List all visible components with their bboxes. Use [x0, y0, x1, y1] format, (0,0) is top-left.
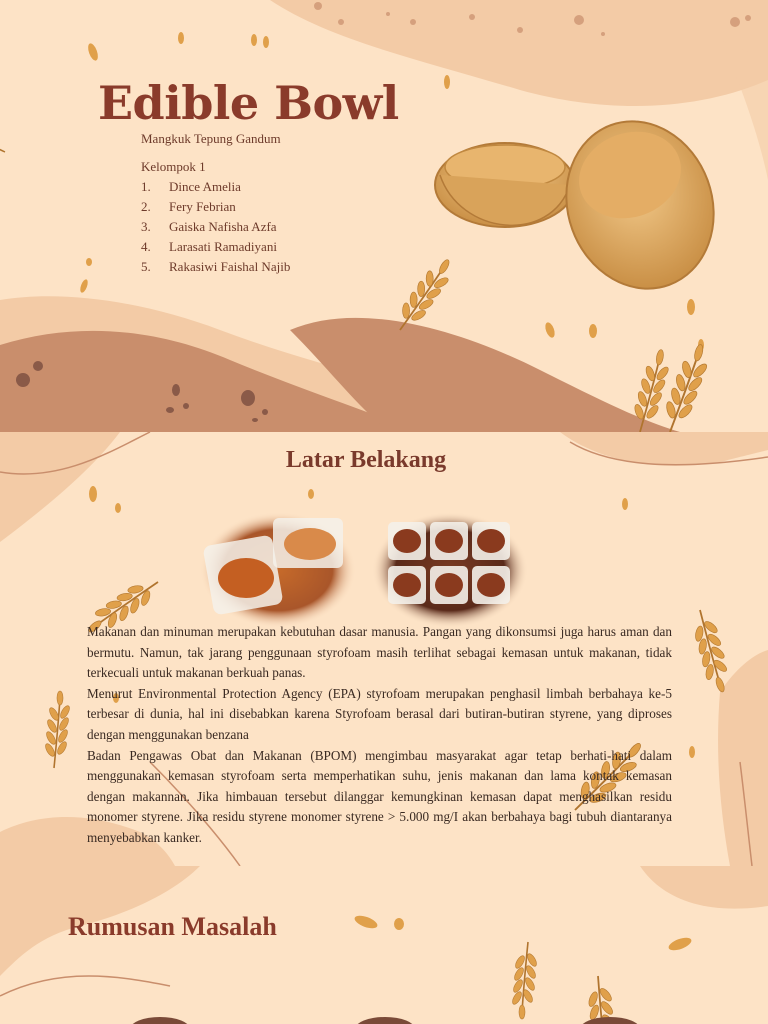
- list-item: 1. Dince Amelia: [141, 177, 290, 197]
- member-name: Gaiska Nafisha Azfa: [169, 219, 277, 234]
- slide-title: [0, 0, 768, 432]
- slide-subtitle: Mangkuk Tepung Gandum: [141, 131, 281, 146]
- background-decoration: [0, 866, 768, 1024]
- section-title-rumusan-masalah: Rumusan Masalah: [68, 912, 277, 941]
- team-list: [141, 157, 290, 277]
- member-name: Rakasiwi Faishal Najib: [169, 259, 291, 274]
- member-name: Fery Febrian: [169, 199, 236, 214]
- slide-title-heading: Edible Bowl: [98, 76, 399, 130]
- group-label: Kelompok 1: [141, 159, 206, 174]
- list-item: 2. Fery Febrian: [141, 197, 290, 217]
- edible-bowl-image: [430, 115, 720, 305]
- member-name: Larasati Ramadiyani: [169, 239, 277, 254]
- section-title-latar-belakang: Latar Belakang: [285, 447, 447, 473]
- paragraph: Badan Pengawas Obat dan Makanan (BPOM) mengimbau masyarakat agar tetap berhati-hati dalam menggunakan kemasan styrofoam serta memperhatikan suhu, jenis makanan dan lama kontak kemasan dengan makannan. Jika himbauan tersebut dilanggar kemungkinan kemasan dapat menghasilkan residu monomer styrene. Jika residu styrene monomer styrene > 5.000 mg/I akan berbahaya bagi tubuh diantaranya menyebabkan kanker.: [87, 747, 672, 845]
- paragraph: Menurut Environmental Protection Agency (EPA) styrofoam merupakan penghasil limbah berbahaya ke-5 terbesar di dunia, hal ini disebabkan karena Styrofoam berasal dari butiran-butiran styrene, yang diproses dengan menggunakan benzana: [87, 685, 672, 742]
- list-item: 5. Rakasiwi Faishal Najib: [141, 257, 290, 277]
- styrofoam-food-photo-left: [198, 510, 358, 630]
- list-item: 4. Larasati Ramadiyani: [141, 237, 290, 257]
- background-paragraphs: [87, 622, 672, 849]
- paragraph: Makanan dan minuman merupakan kebutuhan dasar manusia. Pangan yang dikonsumsi juga harus aman dan bermutu. Namun, tak jarang penggunaan styrofoam masih terlihat sebagai kemasan untuk makanan, tidak terkecuali untuk makanan berkuah panas.: [87, 624, 672, 681]
- slide-problem-statement: [0, 866, 768, 1024]
- member-name: Dince Amelia: [169, 179, 241, 194]
- styrofoam-food-photo-right: [370, 510, 530, 630]
- list-item: 3. Gaiska Nafisha Azfa: [141, 217, 290, 237]
